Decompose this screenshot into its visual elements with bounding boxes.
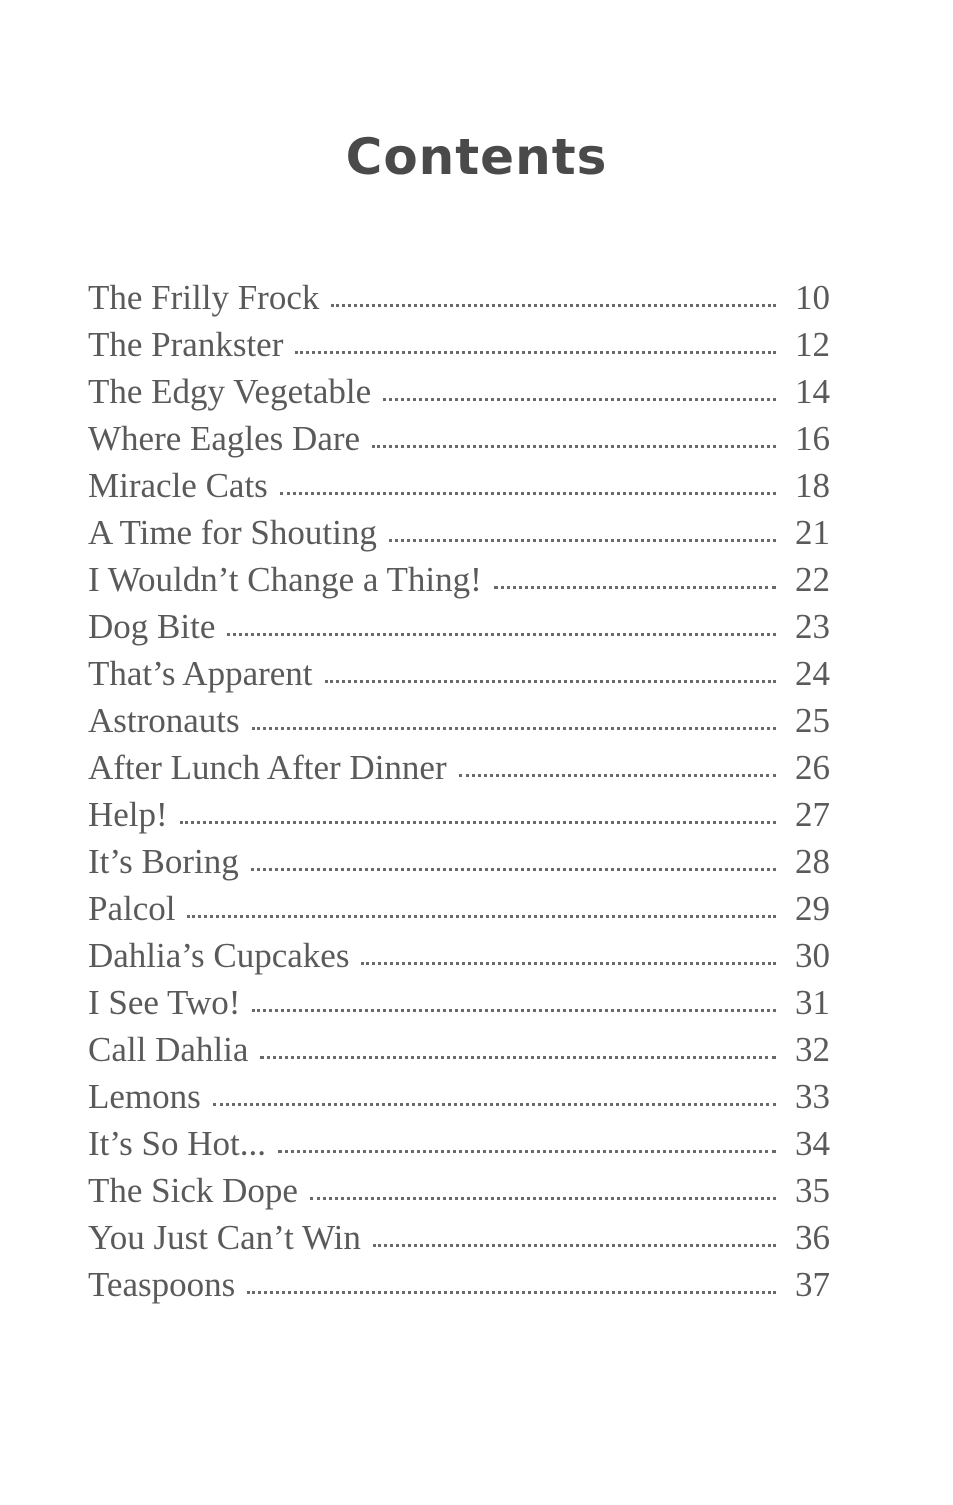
toc-entry-page: 33 [795,1077,830,1116]
toc-entry-title: The Prankster [88,325,284,364]
toc-entry-title: Dog Bite [88,607,216,646]
toc-entry-page: 21 [795,513,830,552]
toc-entry-title: The Edgy Vegetable [88,372,372,411]
toc-entry-title: It’s Boring [88,842,239,881]
leader-dots [227,632,776,636]
toc-entry[interactable] [88,885,830,932]
toc-entry[interactable] [88,415,830,462]
page-title: Contents [345,128,608,186]
leader-dots [361,961,776,965]
toc-entry[interactable] [88,556,830,603]
toc-entry-page: 32 [795,1030,830,1069]
toc-entry-page: 26 [795,748,830,787]
leader-dots [213,1102,776,1106]
toc-entry[interactable] [88,744,830,791]
toc-entry[interactable] [88,932,830,979]
toc-entry-title: I See Two! [88,983,241,1022]
toc-entry-title: I Wouldn’t Change a Thing! [88,560,482,599]
toc-entry-title: Palcol [88,889,176,928]
toc-entry[interactable] [88,509,830,556]
toc-entry-page: 12 [795,325,830,364]
toc-entry-page: 14 [795,372,830,411]
leader-dots [459,773,776,777]
toc-entry-page: 28 [795,842,830,881]
toc-entry[interactable] [88,1026,830,1073]
leader-dots [280,491,776,495]
toc-entry[interactable] [88,838,830,885]
leader-dots [383,397,776,401]
toc-entry-page: 16 [795,419,830,458]
toc-entry-page: 22 [795,560,830,599]
toc-entry-title: Lemons [88,1077,201,1116]
leader-dots [373,1243,776,1247]
toc-entry-page: 23 [795,607,830,646]
leader-dots [252,1008,776,1012]
toc-entry-title: You Just Can’t Win [88,1218,361,1257]
toc-entry-page: 25 [795,701,830,740]
leader-dots [252,726,776,730]
leader-dots [180,820,776,824]
toc-entry-page: 29 [795,889,830,928]
toc-entry-page: 35 [795,1171,830,1210]
leader-dots [325,679,776,683]
leader-dots [260,1055,776,1059]
toc-entry-page: 31 [795,983,830,1022]
toc-entry-title: Call Dahlia [88,1030,249,1069]
leader-dots [187,914,776,918]
toc-entry-title: Teaspoons [88,1265,236,1304]
toc-entry[interactable] [88,697,830,744]
leader-dots [278,1149,776,1153]
toc-entry[interactable] [88,368,830,415]
toc-entry-page: 10 [795,278,830,317]
toc-entry-page: 36 [795,1218,830,1257]
leader-dots [310,1196,776,1200]
toc-entry-page: 27 [795,795,830,834]
leader-dots [247,1290,776,1294]
toc-entry-page: 37 [795,1265,830,1304]
toc-entry-title: The Sick Dope [88,1171,298,1210]
toc-entry[interactable] [88,274,830,321]
toc-entry-title: Help! [88,795,168,834]
toc-entry-page: 18 [795,466,830,505]
toc-entry-title: Astronauts [88,701,240,740]
leader-dots [251,867,776,871]
toc-entry-title: The Frilly Frock [88,278,320,317]
toc-entry-title: It’s So Hot... [88,1124,266,1163]
leader-dots [494,585,776,589]
leader-dots [389,538,776,542]
toc-entry[interactable] [88,1167,830,1214]
leader-dots [331,303,776,307]
toc-entry-title: That’s Apparent [88,654,313,693]
toc-entry-title: After Lunch After Dinner [88,748,447,787]
toc-entry-title: Miracle Cats [88,466,268,505]
toc-entry[interactable] [88,1261,830,1308]
toc-entry[interactable] [88,791,830,838]
toc-entry[interactable] [88,321,830,368]
toc-entry-title: A Time for Shouting [88,513,377,552]
toc-entry-title: Where Eagles Dare [88,419,361,458]
toc-entry[interactable] [88,1214,830,1261]
toc-entry-page: 34 [795,1124,830,1163]
toc-entry-page: 30 [795,936,830,975]
toc-entry[interactable] [88,462,830,509]
toc-entry[interactable] [88,1073,830,1120]
table-of-contents [88,274,830,1308]
leader-dots [372,444,776,448]
toc-entry[interactable] [88,1120,830,1167]
toc-entry[interactable] [88,979,830,1026]
toc-entry[interactable] [88,650,830,697]
toc-entry-page: 24 [795,654,830,693]
toc-entry[interactable] [88,603,830,650]
leader-dots [295,350,776,354]
toc-entry-title: Dahlia’s Cupcakes [88,936,350,975]
